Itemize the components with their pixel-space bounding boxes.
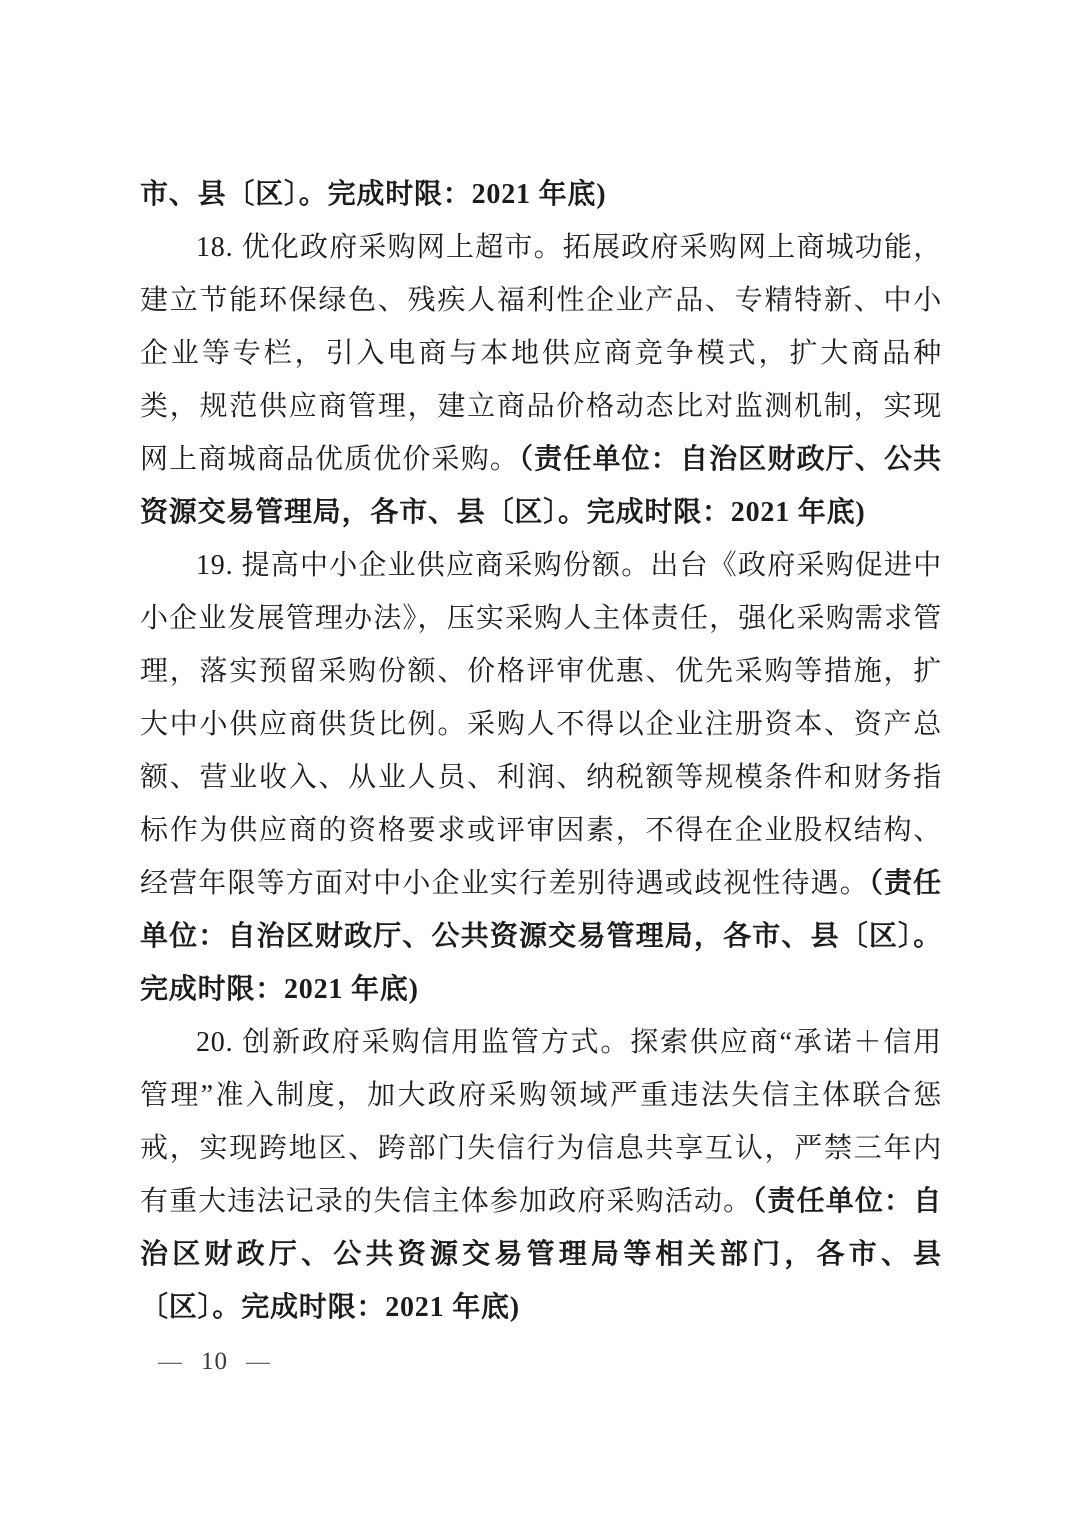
footer-dash-right: — bbox=[246, 1348, 271, 1375]
paragraph-text: 18. 优化政府采购网上超市。拓展政府采购网上商城功能，建立节能环保绿色、残疾人福利性企业产品、专精特新、中小企业等专栏，引入电商与本地供应商竞争模式，扩大商品种类，规范供应商管理，建立商品价格动态比对监测机制，实现网上商城商品优质优价采购。 bbox=[140, 232, 942, 475]
responsibility-clause: （责任单位：自治区财政厅、公共资源交易管理局，各市、县〔区〕。完成时限：2021 年底) bbox=[140, 444, 942, 528]
responsibility-clause: （责任单位：自治区财政厅、公共资源交易管理局等相关部门，各市、县〔区〕。完成时限：2021 年底) bbox=[140, 1186, 942, 1323]
paragraph bbox=[140, 221, 942, 539]
page-footer bbox=[158, 1348, 271, 1376]
document-body bbox=[140, 168, 942, 1334]
responsibility-clause: 市、县〔区〕。完成时限：2021 年底) bbox=[140, 179, 607, 210]
paragraph bbox=[140, 168, 942, 221]
paragraph-text: 20. 创新政府采购信用监管方式。探索供应商“承诺＋信用管理”准入制度，加大政府采购领域严重违法失信主体联合惩戒，实现跨地区、跨部门失信行为信息共享互认，严禁三年内有重大违法记录的失信主体参加政府采购活动。 bbox=[140, 1027, 942, 1217]
paragraph-text: 19. 提高中小企业供应商采购份额。出台《政府采购促进中小企业发展管理办法》，压实采购人主体责任，强化采购需求管理，落实预留采购份额、价格评审优惠、优先采购等措施，扩大中小供应商供货比例。采购人不得以企业注册资本、资产总额、营业收入、从业人员、利润、纳税额等规模条件和财务指标作为供应商的资格要求或评审因素，不得在企业股权结构、经营年限等方面对中小企业实行差别待遇或歧视性待遇。 bbox=[140, 550, 942, 899]
footer-dash-left: — bbox=[158, 1348, 183, 1375]
page-number: 10 bbox=[201, 1348, 228, 1375]
paragraph bbox=[140, 539, 942, 1016]
responsibility-clause: （责任单位：自治区财政厅、公共资源交易管理局，各市、县〔区〕。完成时限：2021 年底) bbox=[140, 868, 942, 1005]
paragraph bbox=[140, 1016, 942, 1334]
